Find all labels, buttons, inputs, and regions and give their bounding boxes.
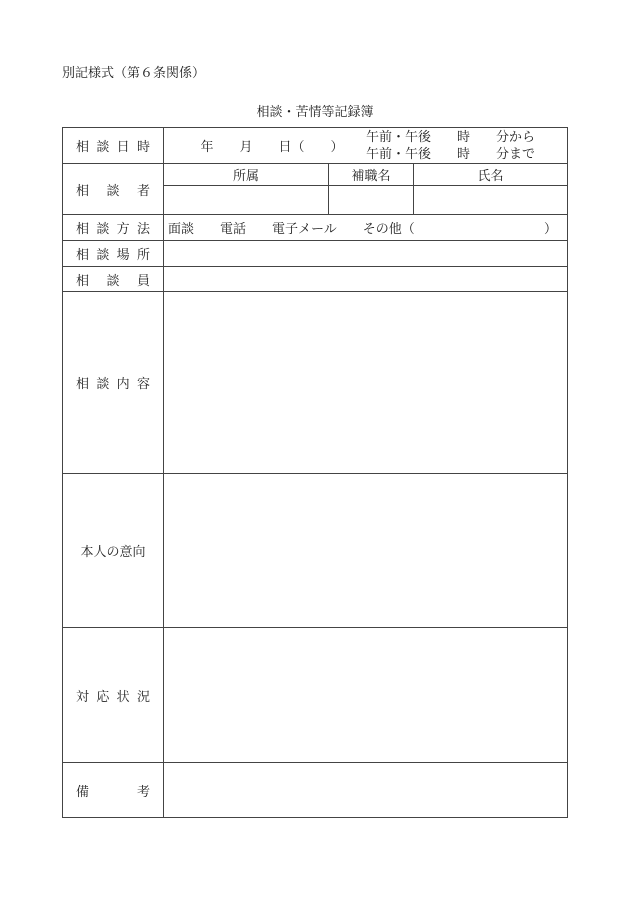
counselor-label: 相 談 員: [76, 273, 150, 289]
content-field[interactable]: [164, 292, 568, 474]
row-content: [63, 292, 568, 474]
row-datetime: [63, 128, 568, 164]
row-intention: [63, 474, 568, 628]
time-to-text: 午前・午後 時 分まで: [366, 146, 536, 162]
datetime-label-cell: [63, 128, 164, 164]
intention-field[interactable]: [164, 474, 568, 628]
row-method: [63, 215, 568, 241]
form-note: 別記様式（第６条関係）: [62, 66, 206, 81]
content-label-cell: [63, 292, 164, 474]
method-close-paren: ）: [544, 222, 558, 237]
position-header: 補職名: [329, 164, 414, 186]
position-field[interactable]: [329, 186, 414, 215]
row-remarks: [63, 763, 568, 818]
remarks-field[interactable]: [164, 763, 568, 818]
remarks-label: 備 考: [76, 784, 150, 800]
place-field[interactable]: [164, 241, 568, 267]
row-consulter-header: [63, 164, 568, 186]
consulter-label-cell: [63, 164, 164, 215]
page-title: 相談・苦情等記録簿: [256, 105, 374, 120]
record-form-table: [62, 127, 568, 818]
datetime-field[interactable]: [164, 128, 568, 164]
method-options-text: 面談 電話 電子メール その他（: [168, 222, 415, 237]
place-label-cell: [63, 241, 164, 267]
row-place: [63, 241, 568, 267]
row-counselor: [63, 267, 568, 292]
counselor-label-cell: [63, 267, 164, 292]
counselor-field[interactable]: [164, 267, 568, 292]
affiliation-field[interactable]: [164, 186, 329, 215]
time-from-text: 午前・午後 時 分から: [366, 129, 536, 145]
method-field[interactable]: [164, 215, 568, 241]
row-response: [63, 628, 568, 763]
name-field[interactable]: [414, 186, 568, 215]
response-label-cell: [63, 628, 164, 763]
remarks-label-cell: [63, 763, 164, 818]
response-label: 対 応 状 況: [76, 689, 150, 705]
intention-label: 本人の意向: [63, 474, 164, 628]
name-header: 氏名: [414, 164, 568, 186]
consulter-label: 相 談 者: [76, 183, 150, 199]
method-label-cell: [63, 215, 164, 241]
affiliation-header: 所属: [164, 164, 329, 186]
datetime-label: 相 談 日 時: [76, 140, 150, 155]
date-blank-text: 年 月 日（ ）: [200, 140, 344, 155]
response-field[interactable]: [164, 628, 568, 763]
method-label: 相 談 方 法: [76, 222, 150, 237]
content-label: 相 談 内 容: [76, 377, 150, 392]
place-label: 相 談 場 所: [76, 248, 150, 263]
time-range: [366, 129, 567, 163]
